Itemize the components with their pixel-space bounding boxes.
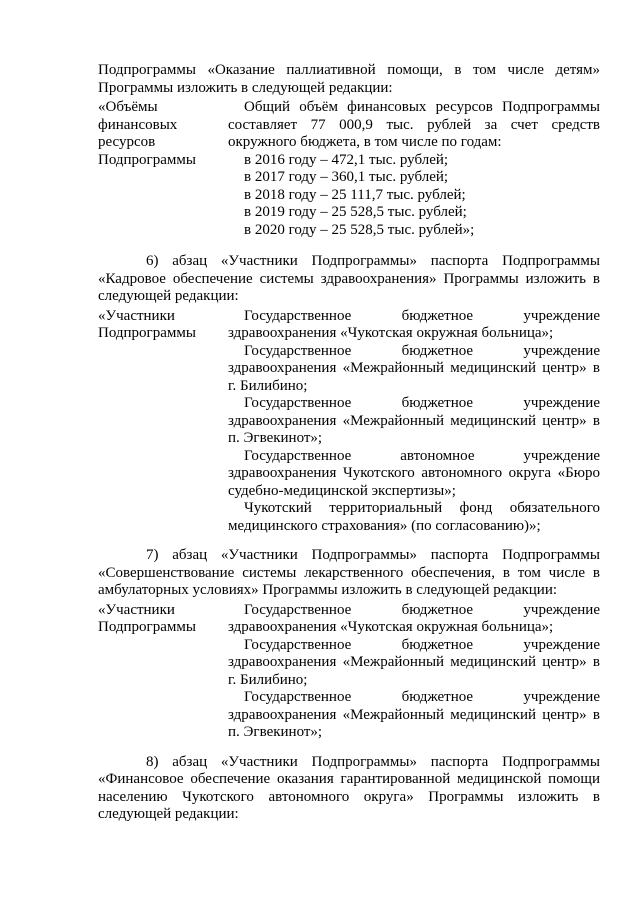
intro-line-1: Подпрограммы «Оказание паллиативной помощи, в том числе детям» xyxy=(98,62,600,78)
financing-table xyxy=(98,99,600,239)
financing-year-2020: в 2020 году – 25 528,5 тыс. рублей»; xyxy=(244,221,475,238)
item-6-participant-1: Государственное бюджетное учреждение здравоохранения «Чукотская окружная больница»; xyxy=(228,307,600,341)
item-6-participant-3: Государственное бюджетное учреждение здравоохранения «Межрайонный медицинский центр» в п. Эгвекинот»; xyxy=(228,395,600,446)
item-6-participant-5: Чукотский территориальный фонд обязательного медицинского страхования» (по согласованию)»; xyxy=(228,500,600,534)
document-page xyxy=(98,62,600,824)
item-6-participants-list xyxy=(228,308,600,536)
item-6-paragraph: 6) абзац «Участники Подпрограммы» паспорта Подпрограммы «Кадровое обеспечение системы здравоохранения» Программы изложить в следующей редакции: xyxy=(98,253,600,304)
financing-label: «Объёмы финансовых ресурсов Подпрограммы xyxy=(98,99,196,168)
item-7-participants-list xyxy=(228,602,600,742)
item-7-participant-2: Государственное бюджетное учреждение здравоохранения «Межрайонный медицинский центр» в г. Билибино; xyxy=(228,636,600,688)
item-7-participant-3: Государственное бюджетное учреждение здравоохранения «Межрайонный медицинский центр» в п. Эгвекинот»; xyxy=(228,689,600,740)
item-6-participant-4: Государственное автономное учреждение здравоохранения Чукотского автономного округа «Бюро судебно-медицинской экспертизы»; xyxy=(228,447,600,499)
financing-details xyxy=(228,99,600,239)
item-7-paragraph: 7) абзац «Участники Подпрограммы» паспорта Подпрограммы «Совершенствование системы лекарственного обеспечения, в том числе в амбулаторных условиях» Программы изложить в следующей редакции: xyxy=(98,547,600,598)
financing-year-2018: в 2018 году – 25 111,7 тыс. рублей; xyxy=(244,186,466,203)
financing-year-2017: в 2017 году – 360,1 тыс. рублей; xyxy=(244,169,449,185)
financing-total-text: Общий объём финансовых ресурсов Подпрограммы составляет 77 000,9 тыс. рублей за счет средств окружного бюджета, в том числе по годам: xyxy=(228,99,600,150)
item-8-paragraph: 8) абзац «Участники Подпрограммы» паспорта Подпрограммы «Финансовое обеспечение оказания гарантированной медицинской помощи населению Чукотского автономного округа» Программы изложить в следующей редакции: xyxy=(98,753,600,822)
item-7-participant-1: Государственное бюджетное учреждение здравоохранения «Чукотская окружная больница»; xyxy=(228,601,600,635)
item-6-participants-table xyxy=(98,308,600,536)
item-7-participants-table xyxy=(98,602,600,742)
item-7-participants-label: «Участники Подпрограммы xyxy=(98,601,196,635)
financing-year-2016: в 2016 году – 472,1 тыс. рублей; xyxy=(244,151,449,168)
financing-year-2019: в 2019 году – 25 528,5 тыс. рублей; xyxy=(244,204,467,220)
intro-line-2: Программы изложить в следующей редакции: xyxy=(98,79,393,96)
item-6-participants-label: «Участники Подпрограммы xyxy=(98,307,196,341)
item-6-participant-2: Государственное бюджетное учреждение здравоохранения «Межрайонный медицинский центр» в г. Билибино; xyxy=(228,342,600,394)
